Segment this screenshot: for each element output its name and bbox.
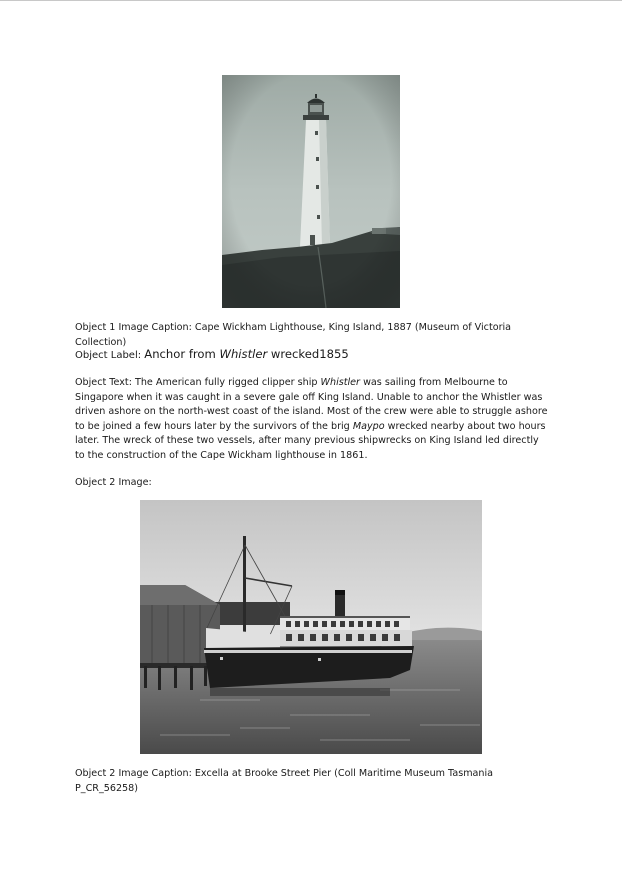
- object-text-ship-name: Whistler: [320, 377, 361, 388]
- label-title-pre: Anchor from: [144, 347, 220, 361]
- caption-prefix: Object 1 Image Caption:: [75, 322, 195, 333]
- caption-text: Cape Wickham Lighthouse, King Island, 1887 (Museum of Victoria Collection): [75, 322, 512, 348]
- object-text-part-2: was sailing from Melbourne to Singapore when it was caught in a severe gale off King Island. Unable to anchor the Whistler was driven ashore on the north-west coast of the island. Most of the crew were able to struggle ashore to be joined a few hours later by the survivors of the brig: [75, 377, 548, 432]
- object-text-part-1: The American fully rigged clipper ship: [134, 377, 321, 388]
- lighthouse-illustration: [222, 75, 400, 308]
- object2-image-label: Object 2 Image:: [75, 477, 152, 488]
- object-text-part-3: wrecked nearby about two hours later. The wreck of these two vessels, after many previous shipwrecks on King Island led directly to the construction of the Cape Wickham lighthouse in 1861.: [75, 420, 546, 461]
- lighthouse-photo: [222, 75, 400, 308]
- label-ship-name: Whistler: [219, 347, 268, 361]
- object2-image-caption: [75, 767, 550, 796]
- label-title-post: wrecked1855: [267, 347, 349, 361]
- object-label: [75, 347, 550, 364]
- label-prefix: Object Label:: [75, 350, 145, 361]
- caption-prefix: Object 2 Image Caption:: [75, 768, 195, 779]
- label-title: [144, 347, 348, 361]
- ship-illustration: [140, 500, 482, 754]
- ship-at-pier-photo: [140, 500, 482, 754]
- object-text-prefix: Object Text:: [75, 377, 135, 388]
- object-text-paragraph: [75, 376, 549, 464]
- object1-image-caption: [75, 321, 550, 350]
- caption-text: Excella at Brooke Street Pier (Coll Maritime Museum Tasmania P_CR_56258): [75, 768, 494, 794]
- object-text-brig-name: Maypo: [352, 420, 385, 432]
- page-top-border: [0, 0, 622, 1]
